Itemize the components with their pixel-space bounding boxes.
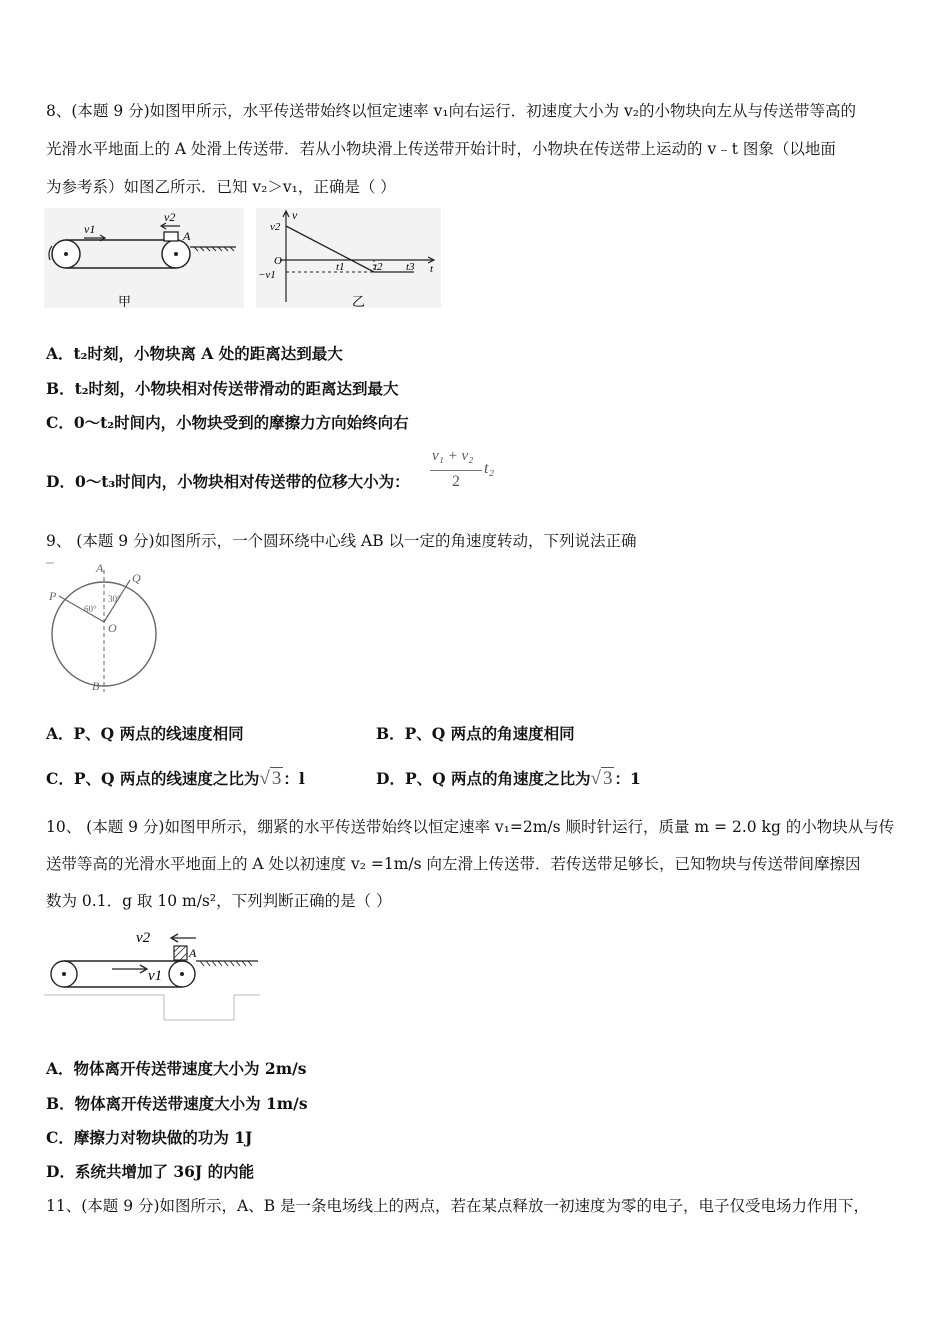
sqrt-value-c: 3 bbox=[271, 768, 282, 789]
ring-label-O: O bbox=[108, 621, 117, 635]
ring-angle-30: 30° bbox=[108, 594, 121, 604]
q10-option-a[interactable]: A．物体离开传送带速度大小为 2m/s bbox=[46, 1059, 307, 1078]
q8-figure-yi bbox=[256, 208, 441, 318]
q9-text-line1: 9、 (本题 9 分)如图所示，一个圆环绕中心线 AB 以一定的角速度转动，下列说法正确 bbox=[46, 532, 637, 550]
belt-label-v1: v1 bbox=[148, 968, 163, 984]
q9-option-c-ratio: ：l bbox=[283, 769, 305, 788]
ring-label-B: B bbox=[92, 679, 100, 693]
q8-text-line2: 光滑水平地面上的 A 处滑上传送带．若从小物块滑上传送带开始计时，小物块在传送带上运动的 v﹣t 图象（以地面 bbox=[46, 140, 836, 158]
ring-label-Q: Q bbox=[132, 571, 141, 585]
q11-text-line1: 11、(本题 9 分)如图所示，A、B 是一条电场线上的两点，若在某点释放一初速度为零的电子，电子仅受电场力作用下， bbox=[46, 1197, 870, 1215]
jia-label-A: A bbox=[183, 229, 191, 243]
belt-label-v2: v2 bbox=[136, 930, 151, 946]
q8-figure-jia bbox=[44, 208, 244, 318]
q9-figure-ring bbox=[44, 560, 162, 695]
q8-formula bbox=[428, 448, 500, 496]
formula-numerator: v₁ + v₂ bbox=[432, 448, 474, 464]
q10-text-line3: 数为 0.1．g 取 10 m/s²，下列判断正确的是（ ） bbox=[46, 892, 392, 910]
q8-text-line1: 8、(本题 9 分)如图甲所示，水平传送带始终以恒定速率 v₁向右运行．初速度大小为 v₂的小物块向左从与传送带等高的 bbox=[46, 102, 856, 120]
jia-caption: 甲 bbox=[118, 294, 132, 309]
yi-label-neg-v1: −v1 bbox=[258, 269, 276, 281]
q9-option-c-text: C．P、Q 两点的线速度之比为 bbox=[46, 769, 260, 788]
q8-option-a[interactable]: A．t₂时刻，小物块离 A 处的距离达到最大 bbox=[46, 344, 343, 363]
ring-label-A: A bbox=[96, 561, 104, 575]
yi-label-v2: v2 bbox=[270, 221, 281, 233]
q9-option-d-text: D．P、Q 两点的角速度之比为 bbox=[376, 769, 591, 788]
sqrt-symbol-c: √ 3 bbox=[259, 768, 282, 789]
formula-denominator: 2 bbox=[452, 473, 460, 490]
sqrt-value-d: 3 bbox=[602, 768, 613, 789]
q9-option-d-ratio: ：1 bbox=[614, 769, 641, 788]
q10-figure-belt bbox=[44, 925, 264, 1025]
belt-label-A: A bbox=[189, 946, 197, 960]
q9-option-a[interactable]: A．P、Q 两点的线速度相同 bbox=[46, 724, 244, 743]
ring-angle-60: 60° bbox=[84, 604, 97, 614]
yi-caption: 乙 bbox=[352, 294, 366, 309]
q10-option-b[interactable]: B．物体离开传送带速度大小为 1m/s bbox=[46, 1094, 308, 1113]
q8-option-c[interactable]: C．0～t₂时间内，小物块受到的摩擦力方向始终向右 bbox=[46, 413, 409, 432]
q10-text-line1: 10、 (本题 9 分)如图甲所示，绷紧的水平传送带始终以恒定速率 v₁=2m/s 顺时针运行，质量 m = 2.0 kg 的小物块从与传 bbox=[46, 818, 895, 836]
q8-option-d[interactable]: D．0～t₃时间内，小物块相对传送带的位移大小为： bbox=[46, 472, 410, 491]
q10-option-d[interactable]: D．系统共增加了 36J 的内能 bbox=[46, 1162, 255, 1181]
ring-label-P: P bbox=[49, 589, 57, 603]
q8-option-b[interactable]: B．t₂时刻，小物块相对传送带滑动的距离达到最大 bbox=[46, 379, 399, 398]
q9-option-d[interactable] bbox=[376, 768, 641, 790]
formula-t2: t₂ bbox=[484, 460, 495, 477]
q8-text-line3: 为参考系）如图乙所示．已知 v₂＞v₁，正确是（ ） bbox=[46, 178, 396, 196]
yi-label-t1: t1 bbox=[336, 261, 345, 273]
yi-label-t3: t3 bbox=[406, 261, 415, 273]
jia-label-v1: v1 bbox=[84, 222, 96, 236]
sqrt-symbol-d: √ 3 bbox=[590, 768, 613, 789]
q10-option-c[interactable]: C．摩擦力对物块做的功为 1J bbox=[46, 1128, 253, 1147]
yi-label-v: v bbox=[292, 208, 298, 222]
jia-label-v2: v2 bbox=[164, 210, 176, 224]
q9-option-b[interactable]: B．P、Q 两点的角速度相同 bbox=[376, 724, 575, 743]
formula-bar bbox=[430, 470, 482, 471]
q10-text-line2: 送带等高的光滑水平地面上的 A 处以初速度 v₂ =1m/s 向左滑上传送带．若传送带足够长，已知物块与传送带间摩擦因 bbox=[46, 855, 861, 873]
yi-label-O: O bbox=[274, 255, 282, 267]
yi-label-t2: t2 bbox=[374, 261, 383, 273]
yi-label-t: t bbox=[430, 263, 434, 275]
q9-option-c[interactable] bbox=[46, 768, 305, 790]
